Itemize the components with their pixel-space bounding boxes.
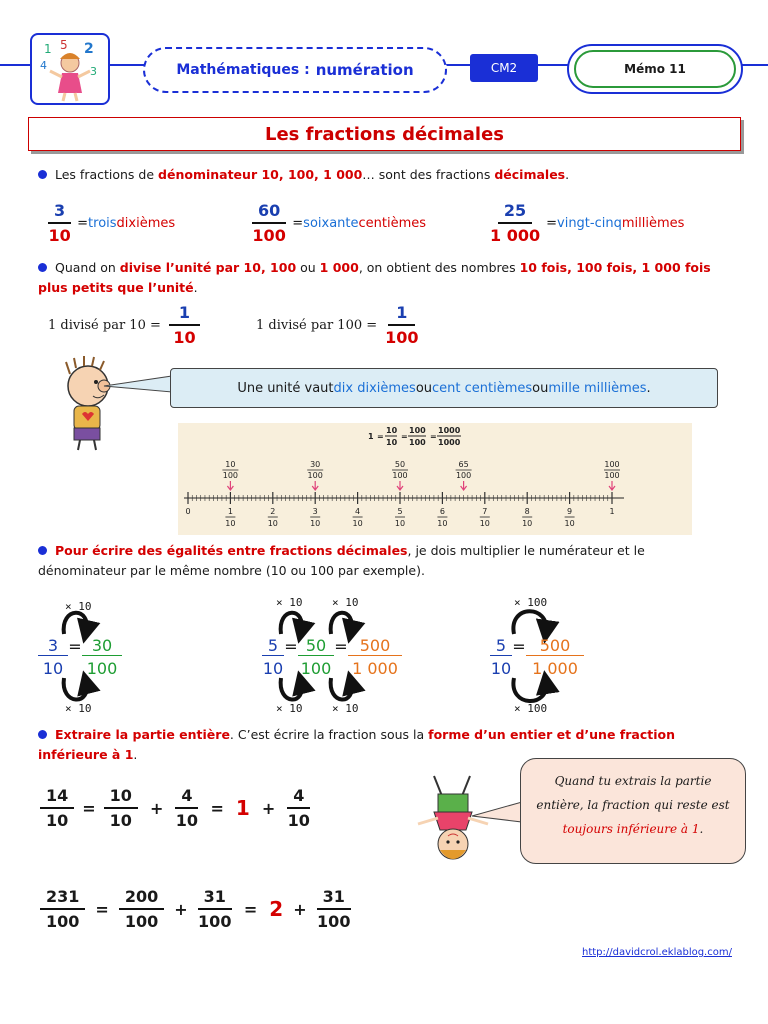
arrow-up	[64, 613, 87, 634]
fraction	[40, 786, 74, 830]
text-run: .	[133, 747, 138, 762]
numerator: 4	[287, 786, 310, 809]
logo-digit: 5	[60, 38, 68, 52]
text-run: décimales	[494, 167, 566, 182]
equality-example-2	[262, 636, 402, 678]
text-run: ou	[296, 260, 320, 275]
example-fraction-2	[252, 201, 426, 245]
subject-label: Mathématiques :	[176, 62, 310, 78]
top-fraction-numerator: 50	[394, 460, 406, 469]
word-number: trois	[88, 215, 117, 231]
logo-digit: 3	[90, 65, 97, 78]
subject-banner	[143, 47, 447, 93]
girl-illustration	[404, 772, 526, 868]
text-run: Pour écrire des égalités entre fractions décimales	[55, 543, 408, 558]
equals-sign: =	[77, 215, 89, 231]
denominator: 1 000	[352, 659, 398, 678]
numerator: 3	[38, 636, 68, 656]
top-fraction-numerator: 100	[604, 460, 620, 469]
bullet-icon	[38, 730, 47, 739]
denominator: 10	[42, 659, 64, 678]
numerator: 500	[348, 636, 402, 656]
plus-sign: +	[261, 798, 276, 818]
denominator: 10	[287, 811, 310, 830]
logo-digit: 4	[40, 59, 47, 72]
eq-term: 1	[368, 432, 374, 441]
top-fraction-denominator: 100	[392, 471, 408, 480]
logo-digit: 1	[44, 42, 52, 56]
equals-sign: =	[68, 636, 82, 656]
bullet-icon	[38, 170, 47, 179]
equals-sign: =	[546, 215, 558, 231]
word-unit: centièmes	[358, 215, 427, 231]
numerator: 31	[198, 887, 232, 910]
numerator: 60	[252, 201, 286, 224]
boy-illustration	[48, 356, 178, 452]
text-run: 10 fois, 100 fois, 1 000 fois plus petits que l’unité	[38, 260, 711, 295]
eq-term: 10	[386, 438, 398, 447]
logo-digit: 2	[84, 41, 94, 57]
word-unit: dixièmes	[116, 215, 176, 231]
numerator: 1	[388, 303, 415, 326]
bottom-fraction-denominator: 10	[522, 519, 533, 528]
eq-sign: =	[377, 432, 384, 441]
text-run: cent centièmes	[432, 380, 533, 396]
text-run: … sont des fractions	[362, 167, 495, 182]
equality-example-3	[490, 636, 584, 678]
top-fraction-denominator: 100	[604, 471, 620, 480]
numerator: 25	[498, 201, 532, 224]
multiplier-label: × 10	[276, 702, 303, 715]
equals-sign: =	[284, 636, 298, 656]
whole-part-equation-1	[40, 786, 310, 830]
word-unit: millièmes	[621, 215, 685, 231]
fraction	[40, 887, 85, 931]
fraction	[490, 201, 540, 245]
text-run: , je dois multiplier le numérateur et le dénominateur par le même nombre (10 ou 100 par exemple).	[38, 543, 645, 578]
bottom-fraction-denominator: 10	[437, 519, 448, 528]
text-run: dix dixièmes	[333, 380, 416, 396]
denominator: 10	[46, 811, 69, 830]
whole-part: 1	[235, 796, 250, 820]
denominator: 10	[48, 226, 71, 245]
text-run: .	[646, 380, 651, 396]
text-run: . C’est écrire la fraction sous la	[229, 727, 429, 742]
arrow-up	[513, 611, 546, 634]
text-run: divise l’unité par 10, 100	[119, 260, 297, 275]
eq-sign: =	[430, 432, 437, 441]
multiplier-label: × 100	[514, 596, 548, 609]
denominator: 100	[46, 912, 80, 931]
text-run: Les fractions de	[55, 167, 159, 182]
eq-term: 10	[386, 426, 398, 435]
eq-term: 1000	[438, 426, 461, 435]
division-label: 1 divisé par 100 =	[256, 317, 378, 333]
denominator: 100	[124, 912, 159, 931]
section2-text	[38, 258, 732, 298]
numerator: 5	[490, 636, 512, 656]
arrow-up	[281, 613, 302, 634]
denominator: 10	[173, 328, 196, 347]
fraction	[119, 887, 164, 931]
text-run: .	[565, 167, 570, 182]
multiplier-label: × 10	[65, 600, 92, 613]
numerator: 14	[40, 786, 74, 809]
denominator: 100	[252, 226, 286, 245]
level-badge: CM2	[470, 54, 538, 82]
top-fraction-denominator: 100	[307, 471, 323, 480]
division-example-2	[256, 303, 419, 347]
fraction	[287, 786, 310, 830]
top-fraction-numerator: 30	[310, 460, 321, 469]
equals-sign: =	[512, 636, 526, 656]
text-run: dénominateur 10, 100, 1 000	[158, 167, 363, 182]
bottom-fraction-denominator: 10	[310, 519, 321, 528]
top-fraction-numerator: 10	[225, 460, 236, 469]
division-example-1	[48, 303, 200, 347]
section3-text	[38, 541, 732, 581]
fraction	[317, 887, 351, 931]
example-fraction-1	[48, 201, 175, 245]
denominator: 10	[490, 659, 512, 678]
bottom-fraction-numerator: 9	[567, 507, 573, 516]
text-run: ou	[532, 380, 549, 396]
memo-badge: Mémo 11	[574, 50, 736, 88]
bottom-fraction-numerator: 8	[524, 507, 530, 516]
page-title: Les fractions décimales	[28, 117, 741, 151]
section1-text	[38, 165, 738, 185]
eq-term: 1000	[438, 438, 461, 447]
fraction	[175, 786, 198, 830]
equals-sign: =	[334, 636, 348, 656]
arrow-down	[331, 678, 352, 700]
text-run: Quand tu extrais la partie entière, la fraction qui reste est	[536, 774, 730, 812]
equals-sign: =	[243, 899, 258, 919]
numerator: 1	[169, 303, 200, 326]
bottom-fraction-denominator: 10	[564, 519, 575, 528]
text-run: 1 000	[319, 260, 359, 275]
text-run: Une unité vaut	[237, 380, 334, 396]
text-run: .	[699, 822, 704, 836]
numerator: 231	[40, 887, 85, 910]
denominator: 10	[175, 811, 199, 830]
plus-sign: +	[293, 899, 307, 919]
numerator: 10	[104, 786, 138, 809]
numerator: 500	[526, 636, 584, 656]
text-run: Extraire la partie entière	[55, 727, 230, 742]
numerator: 31	[317, 887, 351, 910]
fraction	[198, 887, 232, 931]
top-fraction-denominator: 100	[222, 471, 239, 480]
text-run: mille millièmes	[548, 380, 647, 396]
denominator: 1 000	[532, 659, 578, 678]
text-run: Quand on	[55, 260, 120, 275]
text-run: ou	[415, 380, 433, 396]
equals-sign: =	[95, 899, 109, 919]
bottom-fraction-denominator: 10	[394, 519, 406, 528]
multiplier-label: × 10	[332, 596, 359, 609]
denominator: 100	[317, 912, 351, 931]
bottom-fraction-numerator: 1	[227, 507, 233, 516]
numerator: 50	[298, 636, 334, 656]
bottom-fraction-numerator: 3	[312, 507, 318, 516]
whole-part-equation-2	[40, 887, 351, 931]
fraction	[104, 786, 138, 830]
bottom-fraction-numerator: 4	[355, 507, 361, 516]
denominator: 1 000	[490, 226, 541, 245]
numerator: 200	[119, 887, 164, 910]
plus-sign: +	[149, 798, 164, 818]
equality-example-1	[38, 636, 122, 678]
bullet-icon	[38, 263, 47, 272]
fraction	[169, 303, 200, 347]
number-line	[178, 423, 692, 535]
bottom-fraction-denominator: 10	[225, 519, 236, 528]
arrow-down	[513, 678, 546, 701]
bottom-fraction-numerator: 7	[482, 507, 488, 516]
plus-sign: +	[174, 899, 188, 919]
equals-sign: =	[82, 798, 96, 818]
text-run: forme d’un entier et d’une fraction inférieure à 1	[38, 727, 675, 762]
numerator: 4	[175, 786, 198, 809]
denominator: 100	[86, 659, 118, 678]
whole-part: 2	[269, 897, 284, 921]
numerator: 30	[82, 636, 122, 656]
fraction	[252, 201, 286, 245]
multiplier-label: × 100	[514, 702, 548, 715]
bottom-fraction-numerator: 5	[397, 507, 403, 516]
multiplier-label: × 10	[332, 702, 359, 715]
denominator: 100	[198, 912, 232, 931]
division-label: 1 divisé par 10 =	[48, 317, 161, 333]
denominator: 10	[109, 811, 132, 830]
units-callout	[170, 368, 718, 408]
equals-sign: =	[292, 215, 304, 231]
text-run: , on obtient des nombres	[358, 260, 520, 275]
tip-bubble	[520, 758, 746, 864]
arrow-up	[331, 613, 352, 634]
eq-term: 100	[409, 438, 426, 447]
bullet-icon	[38, 546, 47, 555]
top-fraction-denominator: 100	[455, 471, 472, 480]
multiplier-label: × 10	[65, 702, 92, 715]
numerator: 3	[48, 201, 71, 224]
word-number: vingt-cinq	[557, 215, 622, 231]
bottom-fraction-numerator: 6	[439, 507, 445, 516]
subject-topic: numération	[315, 61, 414, 79]
bottom-fraction-denominator: 10	[479, 519, 490, 528]
bottom-fraction-denominator: 10	[352, 519, 363, 528]
denominator: 100	[300, 659, 332, 678]
denominator: 10	[262, 659, 284, 678]
text-run: toujours inférieure à 1	[562, 822, 700, 836]
bottom-integer-label: 0	[185, 507, 191, 516]
bottom-fraction-denominator: 10	[267, 519, 278, 528]
bottom-fraction-numerator: 2	[270, 507, 276, 516]
example-fraction-3	[490, 201, 684, 245]
bottom-integer-label: 1	[609, 507, 615, 516]
eq-term: 100	[409, 426, 426, 435]
numerator: 5	[262, 636, 284, 656]
word-number: soixante	[303, 215, 359, 231]
fraction	[385, 303, 418, 347]
top-fraction-numerator: 65	[458, 460, 469, 469]
arrow-down	[64, 678, 87, 700]
equals-sign: =	[210, 798, 224, 818]
source-link[interactable]: http://davidcrol.eklablog.com/	[582, 947, 732, 958]
multiplier-label: × 10	[276, 596, 303, 609]
arrow-down	[281, 678, 302, 700]
text-run: .	[193, 280, 198, 295]
logo	[30, 33, 110, 105]
denominator: 100	[385, 328, 419, 347]
eq-sign: =	[401, 432, 408, 441]
fraction	[48, 201, 71, 245]
